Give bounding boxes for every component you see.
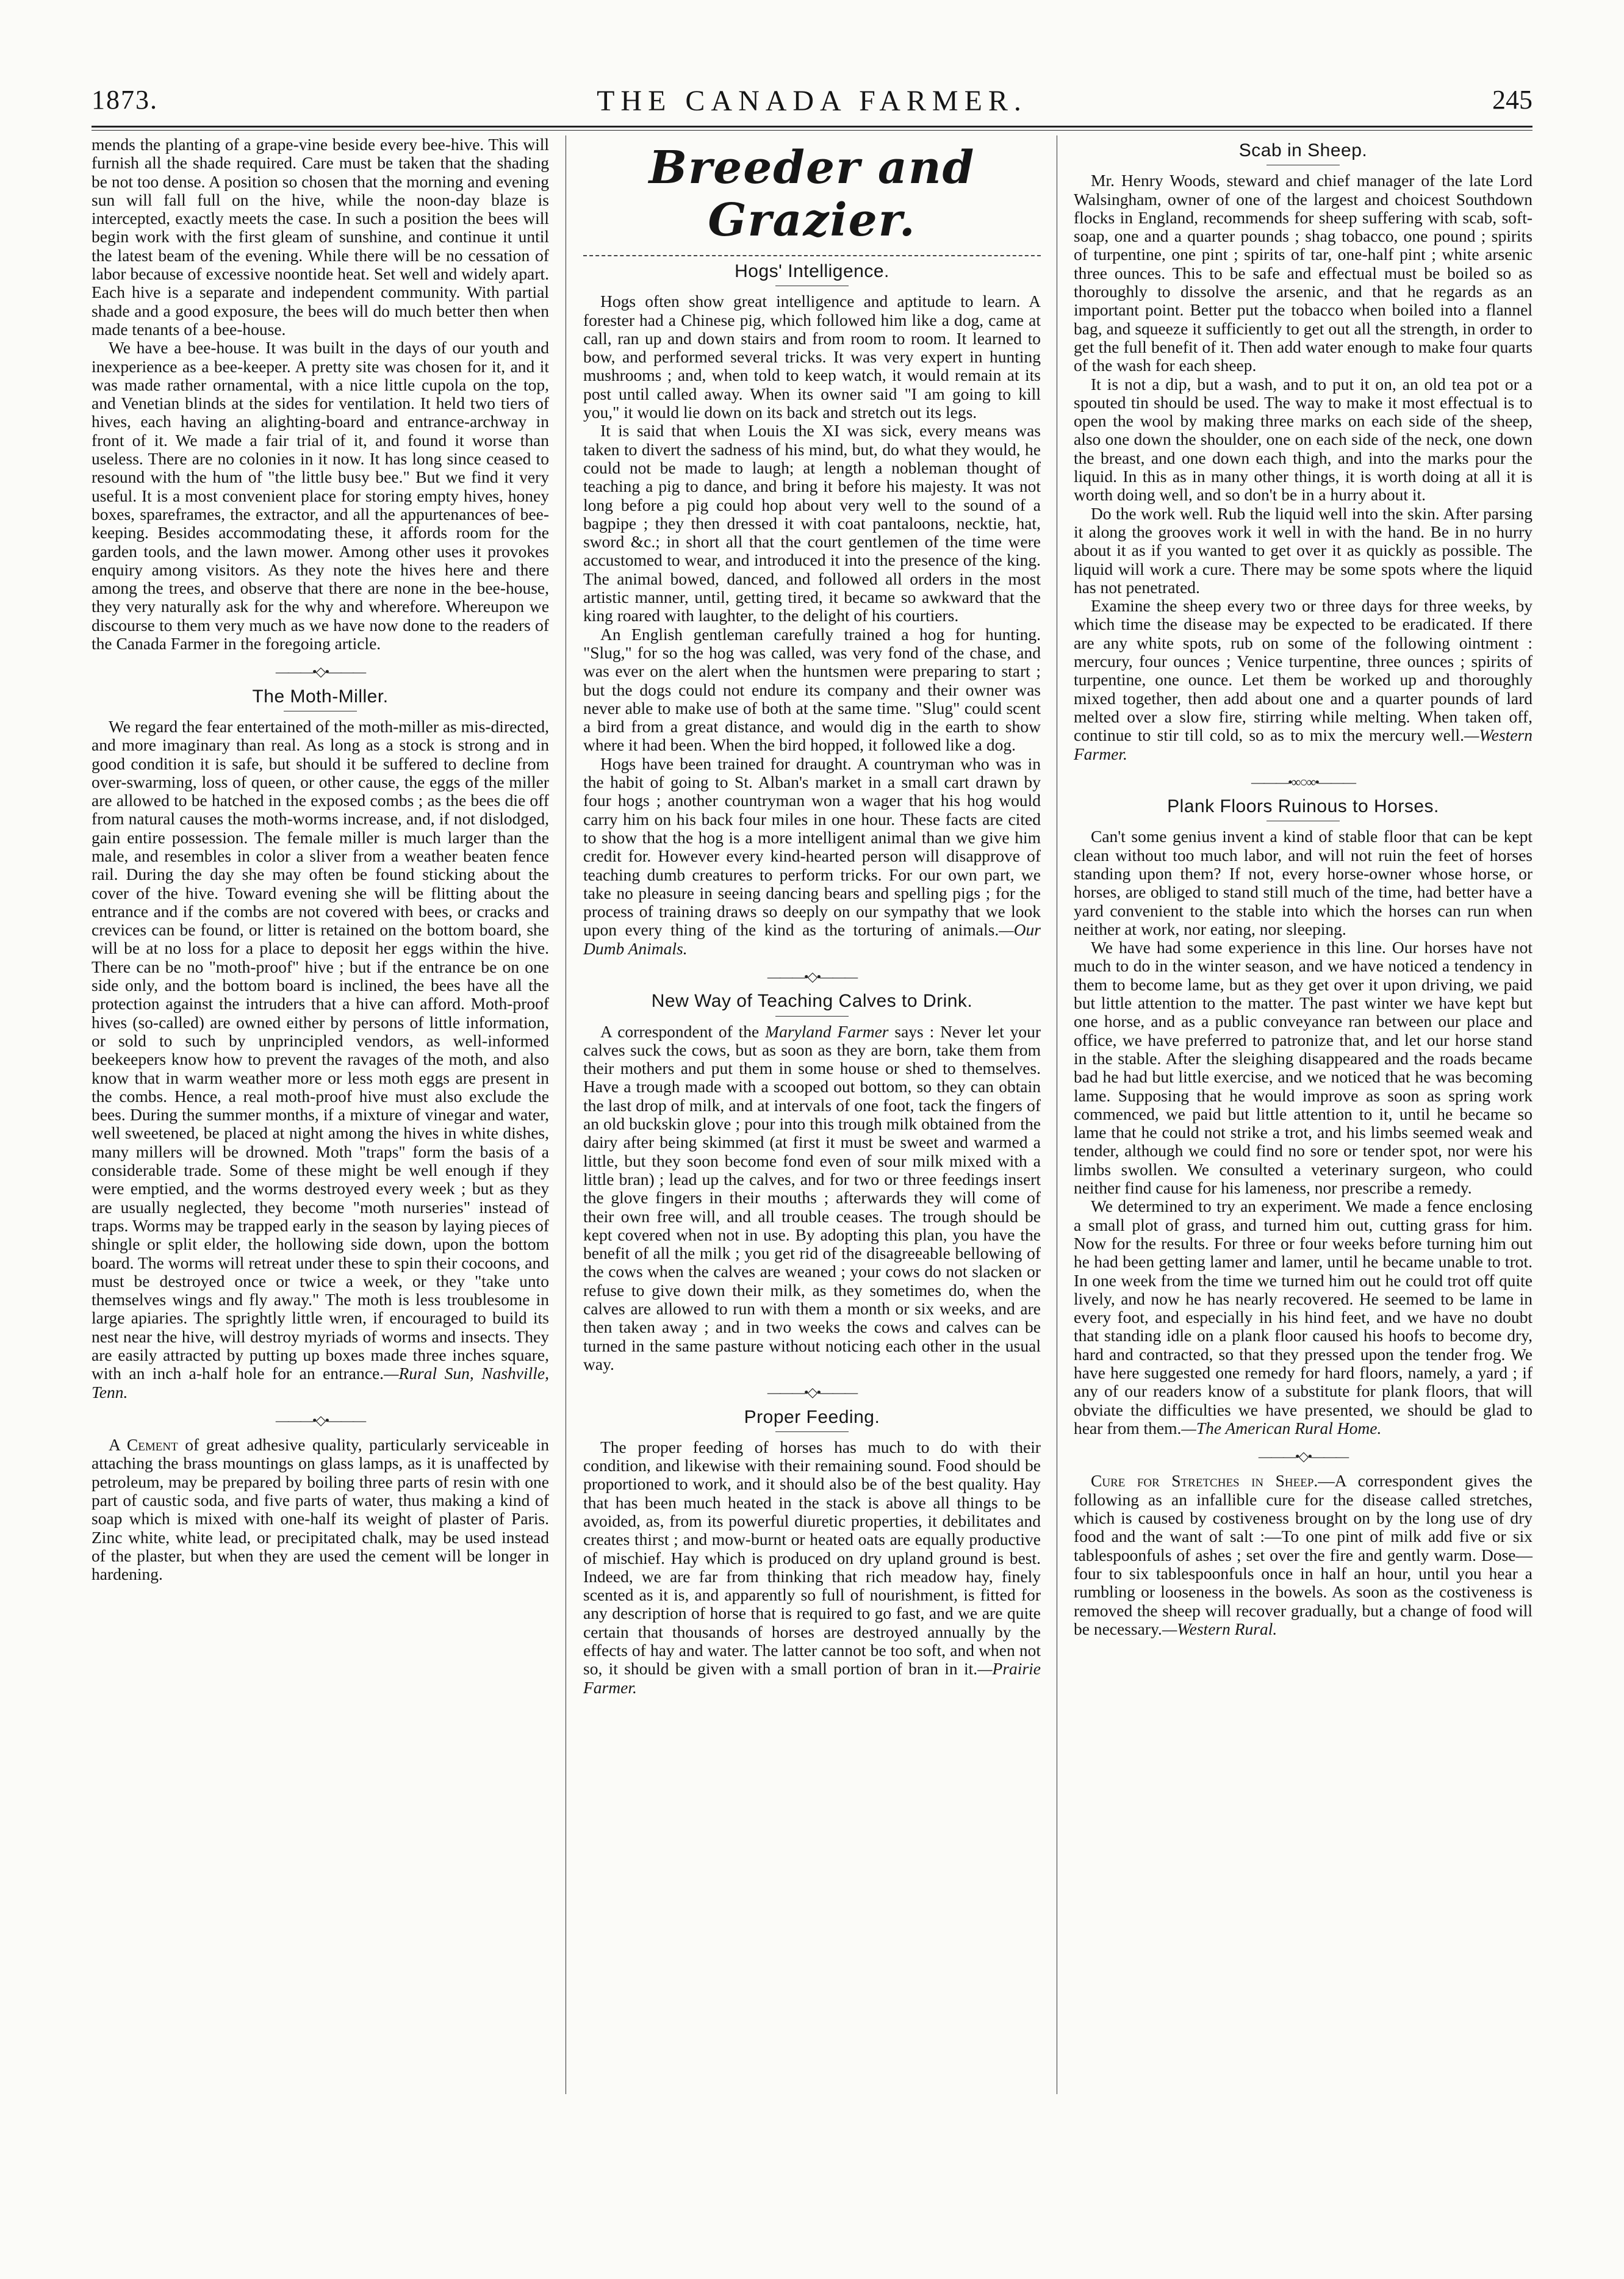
paragraph-text: We regard the fear entertained of the moth-miller as mis-directed, and more imaginary than real. As long as a stock is strong and in good condition it is safe, but should it be suffered to decline from over-swarming, loss of queen, or other cause, the eggs of the miller are allowed to be hatched in the exposed combs ; as the bees die off from natural causes the moth-worms increase, and, if not dislodged, gain entire possession. The female miller is much larger than the male, and resembles in color a sliver from a weather beaten fence rail. During the day she may often be found sticking about the cover of the hive. Toward evening she will be flitting about the entrance and if the combs are not covered with bees, or cracks and crevices can be found, or litter is retained on the bottom board, she will be at no loss for a place to deposit her eggs within the hive. There can be no "moth-proof" hive ; but if the entrance be on one side only, and the bottom board is inclined, the bees have all the protection against the intruders that a hive can afford. Moth-proof hives (so-called) are owned either by persons of little information, or sold to such by unprincipled vendors, as well-informed beekeepers know how to prevent the ravages of the moth, and also know that in warm weather more or less moth eggs are present in the combs. Hence, a real moth-proof hive must also exclude the bees. During the summer months, if a mixture of vinegar and water, well sweetened, be placed at night among the hives in white dishes, many millers will be drowned. Moth "traps" form the basis of a considerable trade. Some of these might be well enough if they were emptied, and the worms destroyed every week ; but as they are usually neglected, they become "moth nurseries" instead of traps. Worms may be trapped early in the season by laying pieces of shingle or split elder, the hollowing side down, upon the bottom board. The worms will retreat under these to spin their cocoons, and must be destroyed once or twice a week, or they "take unto themselves wings and fly away." The moth is less troublesome in large apiaries. The sprightly little wren, if encouraged to build its nest near the hive, will destroy myriads of worms and insects. They are easily attracted by putting up boxes made three inches square, with an inch a-half hole for an entrance.: [92, 716, 549, 1383]
article-heading: Hogs' Intelligence.: [735, 261, 889, 281]
paragraph-text: Examine the sheep every two or three days for three weeks, by which time the disease may be expected to be eradicated. If there are any white spots, rub on some of the following ointment : mercury, four ounces ; Venice turpentine, three ounces ; spirits of turpentine, one ounce. Let them be worked up and thoroughly mixed together, then add about one and a quarter pounds of lard melted over a slow fire, stirring while melting. When taken off, continue to stir till cold, so as to mix the mercury well.: [1074, 596, 1532, 745]
paragraph: It is said that when Louis the XI was sick, every means was taken to divert the sadness of his mind, but, do what they would, he could not be made to laugh; at length a nobleman thought of teaching a pig to dance, and bring it before his majesty. It was not long before a pig could hop about very well to the sound of a bagpipe ; they then dressed it with coat pantaloons, necktie, hat, sword &c.; in short all that the court gentlemen of the time were accustomed to wear, and introduced it into the presence of the king. The animal bowed, danced, and followed all orders in the most artistic manner, until, getting tired, it became so awkward that the king roared with laughter, to the delight of his courtiers.: [583, 421, 1041, 625]
paragraph-text: We determined to try an experiment. We made a fence enclosing a small plot of grass, and turned him out, cutting grass for him. Now for the results. For three or four weeks before turning him out he had been getting lamer and lamer, until he became unable to trot. In one week from the time we turned him out he could trot off quite lively, and now he has nearly recovered. He seemed to be lame in every foot, and especially in his hind feet, and we have no doubt that standing idle on a plank floor caused his hoofs to become dry, hard and contracted, so that they pressed upon the tender frog. We have here suggested one remedy for hard floors, namely, a yard ; if any of our readers know of a substitute for plank floors, that will obviate the difficulties we have presented, we should be glad to hear from them.: [1074, 1197, 1532, 1438]
column-3: [1074, 135, 1532, 1638]
year: 1873.: [92, 85, 158, 115]
column-2: [583, 135, 1041, 1697]
article-heading: New Way of Teaching Calves to Drink.: [651, 991, 973, 1012]
heading-rule: [775, 1431, 849, 1432]
publication-name: Maryland Farmer: [765, 1021, 889, 1041]
paragraph: We have a bee-house. It was built in the days of our youth and inexperience as a bee-keeper. A pretty site was chosen for it, and it was made rather ornamental, with a nice little cupola on the top, and Venetian blinds at the sides for ventilation. It held two tiers of hives, each having an alighting-board and entrance-archway in front of it. We made a fair trial of it, and found it worse than useless. There are no colonies in it now. It has long since ceased to resound with the hum of "the little busy bee." But we find it very useful. It is a most convenient place for storing empty hives, honey boxes, spareframes, the extractor, and all the appurtenances of bee-keeping. Besides accommodating these, it affords room for the garden tools, and the lawn mower. Among other uses it provokes enquiry among visitors. As they note the hives here and there among the trees, and observe that there are none in the bee-house, they very naturally ask for the why and wherefore. Whereupon we discourse to them very much as we have now done to the readers of the Canada Farmer in the foregoing article.: [92, 338, 549, 653]
department-rule: [583, 255, 1041, 256]
source-credit: —Our Dumb Animals.: [583, 920, 1041, 958]
paragraph-text: of great adhesive quality, particularly serviceable in attaching the brass mountings on glass lamps, as it is unaffected by petroleum, may be prepared by boiling three parts of resin with one part of caustic soda, and five parts of water, thus making a kind of soap which is mixed with one-half its weight of plaster of Paris. Zinc white, white lead, or precipitated chalk, may be used instead of the plaster, but when they are used the cement will be longer in hardening.: [92, 1435, 549, 1584]
paragraph: We have had some experience in this line. Our horses have not much to do in the winter season, and we have noticed a tendency in them to become lame, but as they get over it upon driving, we paid but little attention to the matter. The past winter we have kept but one horse, and as a public conveyance ran between our place and office, we have preferred to patronize that, and let our horse stand in the stable. After the sleighing disappeared and the roads became bad he had but little exercise, and we noticed that he was becoming lame. Supposing that he would improve as soon as spring work commenced, we paid but little attention to it, until he became so lame that he could not strike a trot, and his limbs seemed weak and tender, although we could find no sore or tender spot, nor were his limbs swollen. We consulted a veterinary surgeon, who could neither find cause for his lameness, nor prescribe a remedy.: [1074, 938, 1532, 1198]
paragraph: Can't some genius invent a kind of stable floor that can be kept clean without too much labor, and will not ruin the feet of horses standing upon them? If not, every horse-owner whose horse, or horses, are obliged to stand still much of the time, had better have a yard convenient to the stable into which the horses can run when neither at work, nor eating, nor sleeping.: [1074, 827, 1532, 938]
department-heading: Breeder and Grazier.: [649, 142, 975, 247]
masthead: [92, 84, 1532, 127]
paragraph: Mr. Henry Woods, steward and chief manager of the late Lord Walsingham, owner of one of the largest and choicest Southdown flocks in England, recommends for sheep suffering with scab, soft-soap, one and a quarter pounds ; shag tobacco, one pound ; spirits of turpentine, one pint ; spirits of tar, one-half pint ; white arsenic three ounces. This to be safe and effectual must be boiled so as thoroughly to dissolve the arsenic, and that he regards as an important point. Better put the tobacco when boiled into a flannel bag, and squeeze it sufficiently to get out all the strength, in order to get the full benefit of it. Then add water enough to make four quarts of the wash for each sheep.: [1074, 171, 1532, 375]
paragraph: [583, 755, 1041, 958]
paragraph-text: —A correspondent gives the following as an infallible cure for the disease called stretches, which is caused by costiveness brought on by the long use of dry food and the want of salt :—To one pint of milk add five or six tablespoonfuls of ashes ; set over the fire and gently warm. Dose—four to six tablespoonfuls once in half an hour, until you hear a rumbling or looseness in the bowels. As soon as the costiveness is removed the sheep will recover gradually, but a change of food will be necessary.: [1074, 1471, 1532, 1638]
header-rule: [92, 126, 1532, 128]
ornament-divider: ———•◇•———: [275, 1412, 365, 1428]
newspaper-title: THE CANADA FARMER.: [597, 85, 1027, 117]
paragraph: [583, 1438, 1041, 1697]
paragraph: [92, 718, 549, 1402]
column-1: [92, 135, 549, 1584]
article-heading: Proper Feeding.: [744, 1406, 880, 1427]
paragraph-text: Hogs have been trained for draught. A countryman who was in the habit of going to St. Alban's market in a small cart drawn by four hogs ; another countryman won a wager that his hog would carry him on his back four miles in one hour. These facts are cited to show that the hog is a more intelligent animal than we give him credit for. However every kind-hearted person will disapprove of teaching dumb creatures to perform tricks. For our own part, we take no pleasure in seeing dancing bears and spelling pigs ; for the process of training draws so deeply on our sympathy that we look upon every thing of the kind as the torturing of animals.: [583, 754, 1041, 940]
article-heading: The Moth-Miller.: [252, 686, 389, 707]
lead-in: Cure for Stretches in Sheep.: [1091, 1471, 1318, 1491]
paragraph: [1074, 1472, 1532, 1638]
paragraph: [583, 1023, 1041, 1374]
article-heading: Scab in Sheep.: [1238, 140, 1368, 160]
paragraph: [92, 1436, 549, 1583]
paragraph: An English gentleman carefully trained a hog for hunting. "Slug," for so the hog was called, was very fond of the chase, and was ever on the alert when the huntsmen were preparing to start ; but the dogs could not endure its company and their owner was never able to make use of both at the same time. "Slug" could scent a bird from a great distance, and would dig in the earth to show where it had been. When the bird hopped, it followed like a dog.: [583, 624, 1041, 755]
paragraph-text: A correspondent of the: [600, 1021, 766, 1041]
header-rule-thin: [92, 130, 1532, 131]
ornament-divider: ———•◇•———: [767, 968, 857, 984]
paragraph: It is not a dip, but a wash, and to put it on, an old tea pot or a spouted tin should be used. The way to make it most effectual is to open the wool by making three marks on each side of the sheep, also one down the shoulder, one on each side of the neck, one down the breast, and one down each thigh, and into the marks pour the liquid. In this as in many other things, it is worth doing at all it is worth doing well, and so don't be in a hurry about it.: [1074, 374, 1532, 505]
page-number: 245: [1492, 85, 1532, 115]
paragraph-text: The proper feeding of horses has much to do with their condition, and likewise with their remaining sound. Food should be proportioned to work, and it should also be of the best quality. Hay that has been much heated in the stack is above all things to be avoided, as, from its powerful diuretic properties, it debilitates and creates thirst ; and mow-burnt or heated oats are equally productive of mischief. Hay which is produced on dry upland ground is best. Indeed, we are far from thinking that rich meadow hay, finely scented as it is, and apparently so full of nourishment, is fitted for any description of horse that is required to go fast, and we are quite certain that thousands of horses are destroyed annually by the effects of hay and water. The latter cannot be too soft, and when not so, it should be given with a small portion of bran in it.: [583, 1437, 1041, 1679]
ornament-divider: ———•∞○∞•———: [1251, 774, 1356, 790]
ornament-divider: ———•◇•———: [1258, 1449, 1348, 1464]
source-credit: —Prairie Farmer.: [583, 1659, 1041, 1697]
source-credit: —Rural Sun, Nashville, Tenn.: [92, 1364, 549, 1402]
source-credit: —Western Rural.: [1162, 1619, 1277, 1638]
paragraph: mends the planting of a grape-vine beside every bee-hive. This will furnish all the shade required. Care must be taken that the shading be not too dense. A position so chosen that the morning and evening sun will fall full on the hive, while the noon-day blaze is intercepted, exactly meets the case. In such a position the bees will begin work with the first gleam of sunshine, and continue it until the latest beam of the evening. While there will be no cessation of labor because of excessive noontide heat. Set well and widely apart. Each hive is a separate and independent community. With partial shade and a good exposure, the bees will do much better then when made tenants of a bee-house.: [92, 135, 549, 339]
source-credit: —The American Rural Home.: [1181, 1418, 1382, 1438]
ornament-divider: ———•◇•———: [767, 1384, 857, 1400]
article-heading: Plank Floors Ruinous to Horses.: [1167, 796, 1439, 817]
heading-rule: [775, 1016, 849, 1017]
ornament-divider: ———•◇•———: [275, 664, 365, 680]
paragraph: [1074, 1197, 1532, 1438]
paragraph-text: says : Never let your calves suck the cows, but as soon as they are born, take them from their mothers and put them in some house or shed to themselves. Have a trough made with a scooped out bottom, so they can obtain the last drop of milk, and at intervals of one foot, tack the fingers of an old buckskin glove ; pour into this trough milk obtained from the dairy after being skimmed (at first it must be sweet and warmed a little, but they soon become fond even of sour milk mixed with a little bran) ; lead up the calves, and for two or three feedings insert the glove fingers in their mouths ; afterwards they will come of their own free will, and all trouble ceases. The trough should be kept covered when not in use. By adopting this plan, you have the benefit of all the milk ; you get rid of the disagreeable bellowing of the cows when the calves are weaned ; your cows do not slacken or refuse to give down their milk, as they sometimes do, when the calves are allowed to run with them a month or six weeks, and are then taken away ; and in two weeks the cows and calves can be turned in the same pasture without noticing each other in the usual way.: [583, 1021, 1041, 1374]
lead-in: A Cement: [109, 1435, 178, 1455]
source-credit: —Western Farmer.: [1074, 725, 1532, 763]
paragraph: [1074, 597, 1532, 763]
paragraph: Hogs often show great intelligence and aptitude to learn. A forester had a Chinese pig, which followed him like a dog, came at call, ran up and down stairs and from room to room. It learned to bow, and performed several tricks. It was very expert in hunting mushrooms ; and, when told to keep watch, it would remain at its post until called away. When its owner said "I am going to kill you," it would lie down on its back and stretch out its legs.: [583, 292, 1041, 422]
paragraph: Do the work well. Rub the liquid well into the skin. After parsing it along the grooves work it well in with the hand. Be in no hurry about it as if you wanted to get over it as quickly as possible. The liquid will work a cure. There may be some spots where the liquid has not penetrated.: [1074, 503, 1532, 597]
